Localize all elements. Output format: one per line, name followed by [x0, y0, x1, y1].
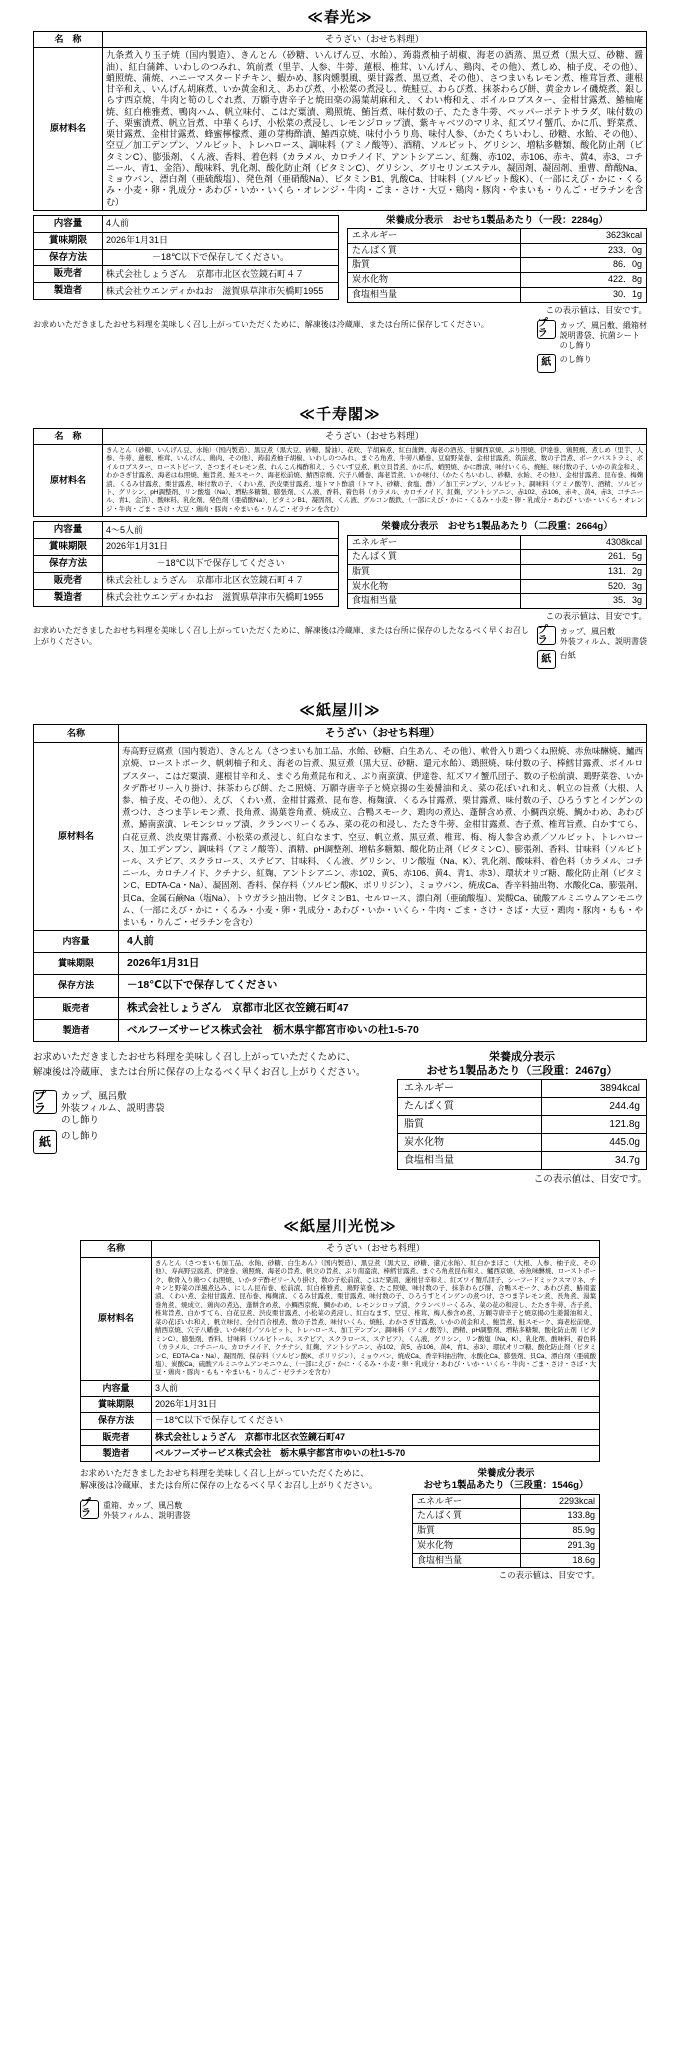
nutrition-note: この表示値は、目安です。 [498, 1570, 600, 1581]
nutrition-value: 121.8g [542, 1116, 647, 1134]
nutrition-key: たんぱく質 [413, 1509, 521, 1524]
mark-label-paper: 台紙 [559, 651, 576, 661]
nutrition-value: 3623kcal [521, 229, 647, 244]
value-volume: 4人前 [103, 215, 339, 232]
nutrition-value: 30．1g [521, 287, 647, 302]
nutrition-table [397, 1079, 647, 1170]
nutrition-key: 炭水化物 [348, 579, 521, 594]
value-expiry: 2026年1月31日 [152, 1397, 600, 1413]
mark-row-plastic [80, 1500, 402, 1521]
table-row-name [34, 725, 647, 743]
table-row [348, 243, 647, 258]
nutrition-value: 291.3g [521, 1538, 600, 1553]
table-row-volume [81, 1380, 600, 1396]
nutrition-value: 445.0g [542, 1134, 647, 1152]
nutrition-key: たんぱく質 [398, 1098, 542, 1116]
value-ingredients: きんとん（砂糖、いんげん豆、水飴）（国内製造）、黒豆煮（黒大豆、砂糖、醤油）、花咲、芋胡麻煮、紅白蒲鉾、海老の酒蒸、甘鯛西京焼、ぶり照焼、伊達巻、鶏照焼、煮しめ（里芋、人参、牛蒡、蓮根、椎茸、いんげん、鶏肉、その他）、蒟蒻煮柚子胡椒、いわしのつみれ、まぐろ角煮、牛蒡八幡巻、豆腐野菜巻、金柑甘露煮、筑前煮、数の子旨煮、ポークパストラミ、ボイルロブスター、ローストビーフ、さつまイモレモン煮、れんこん梅酢和え、うぐいす豆煮、帆立貝旨煮、かに爪、蛸照焼、かに酢漬、味付いくら、焼鮭、味付数の子、いかの黄金和え、わかさぎ甘露煮、海老はね照焼、鮑旨煮、鮭スモーク、海老松前焼、鯖西京焼、穴子八幡巻、海老旨煮、いか味付、（かたくちいわし、砂糖、水飴、その他）、金柑甘露煮、昆布巻、梅麹漬、くるみ甘露煮、栗甘露煮、味付数の子、くわい煮、渋皮栗甘露煮、塩トマト酢漬（トマト、砂糖、食塩、酢）／加工デンプン、ソルビット、調味料（アミノ酸等）、酒精、ソルビット、グリシン、pH調整剤、リン酸塩（Na）、増粘多糖類、膨張剤、くん液、香料、着色料（カラメル、カロチノイド、紅麹、アントシアニン、赤102、赤106、赤キ、黄4、赤3、コチニール、青1、金箔）、酸味料、乳化剤、発色剤（亜硝酸Na）、ビタミンB1、凝固剤、くん液、グルコン酸鉄、（一部にえび・かに・くるみ・小麦・卵・乳成分・あわび・いか・いくら・オレンジ・牛肉・ごま・さけ・大豆・鶏肉・豚肉・やまいも・りんご・ゼラチンを含む） [103, 444, 647, 517]
table-row-name [34, 428, 647, 444]
label-volume: 内容量 [81, 1380, 152, 1396]
value-volume: 3人前 [152, 1380, 600, 1396]
table-row-expiry [34, 953, 647, 975]
table-row-ingredients [81, 1257, 600, 1380]
label-maker: 製造者 [34, 1019, 119, 1041]
nutrition-key: 脂質 [398, 1116, 542, 1134]
section-title-kamiyagawa: ≪紙屋川≫ [299, 702, 381, 720]
nutrition-key: たんぱく質 [348, 550, 521, 565]
table-row-volume [34, 522, 339, 539]
label-ingredients: 原材料名 [34, 743, 119, 931]
table-row-storage [34, 249, 339, 266]
label-ingredients: 原材料名 [81, 1257, 152, 1380]
recycle-marks [33, 1090, 383, 1154]
mark-row-plastic [33, 1090, 383, 1127]
table-row-maker [34, 589, 339, 606]
nutrition-value: 86．0g [521, 258, 647, 273]
plastic-recycle-icon: プラ [33, 1090, 57, 1114]
label-volume: 内容量 [34, 931, 119, 953]
nutrition-box-shunko [347, 215, 647, 316]
spec-table-kamiyagawa [33, 724, 647, 1042]
mark-row-plastic [537, 626, 647, 647]
nutrition-value: 422．8g [521, 273, 647, 288]
recycle-marks [537, 626, 647, 669]
paper-recycle-icon: 紙 [33, 1130, 57, 1154]
table-row-expiry [81, 1397, 600, 1413]
spec-table-kamiyagawa-koetsu [80, 1240, 600, 1462]
spacer [0, 1195, 680, 1209]
storage-note: お求めいただきましたおせち料理を美味しく召し上がっていただくために、解凍後は冷蔵庫、または台所に保存してください。 [33, 319, 489, 329]
table-row [348, 273, 647, 288]
section-title-kamiyagawa-koetsu: ≪紙屋川光悦≫ [283, 1218, 397, 1236]
table-row-maker [34, 283, 339, 300]
section-kamiyagawa-koetsu [80, 1209, 600, 1581]
table-row [398, 1098, 647, 1116]
label-storage: 保存方法 [34, 556, 103, 573]
nutrition-value: 261．5g [521, 550, 647, 565]
nutrition-key: 炭水化物 [413, 1538, 521, 1553]
value-ingredients: きんとん（さつまいも加工品、水飴、砂糖、白生あん）（国内製造）、黒豆煮（黒大豆、砂糖、還元水飴）、紅白かまぼこ（大根、人参、柚子皮、その他）、寿高野豆腐煮、伊達巻、鶏照焼、海老の旨煮、帆立の旨煮、ぶり南蛮漬、棒鱈甘露煮、まぐろ角煮昆布和え、鱸西京焼、赤魚味醂焼、ローストポーク、軟骨入り鶏つくね照焼、いかタデ酢ゼリー入り掛け、数の子松前漬、こはだ粟漬、蓮根甘辛和え、紅ズワイ蟹爪団子、シーフードミックスマリネ、チキンと野菜の洋風煮込み、にしん昆布巻、松前漬、紅白椎雅煮、鶏野菜巻、たこ照焼、味付数の子、抹茶わらび餅、合鴨スモーク、あわび煮、鰆南蛮漬、くわい煮、金柑甘露煮、昆布巻、梅麹漬、くるみ甘露煮、栗甘露煮、味付数の子、ひろうすとインゲンの煮つけ、さつま芋レモン煮、長角煮、湯葉巻角煮、焼成立、鶏肉の煮込、蓬餅含め煮、小鯛西京焼、鯛かわめ、レモンシロップ漬、クランベリーくるみ、菜の花の和浸し、たたき牛蒡、杏子煮、椎茸旨煮、白かすてら、白花豆煮、渋皮栗甘露煮、小松菜の煮浸し、紅白なます、空豆、椎茸、梅人参含め煮、万願寺唐辛子と焼京揚の生姜醤油和え、菜の花ぼいれ和え、帆立味付、全付百合根煮、数の子旨煮、味付いくら、焼鮭、わかさぎ甘露煮、いかの黄金和え、鮑旨煮、鮭スモーク、海老松前焼、鯖西京焼、穴子八幡巻、いか味付／ソルビット、トレハロース、加工デンプン、調味料（アミノ酸等）、酒精、pH調整剤、増粘多糖類、酸化防止剤（ビタミンC）、膨張剤、香料、甘味料（ソルビトール、ステビア、スクラロース、ステビア）、くん液、グリシン、リン酸塩（Na、K）、乳化剤、酸味料、着色料（カラメル、コチニール、カロチノイド、クチナシ、紅麹、アントシアニン、赤102、黄5、赤106、黄4、青1、赤3）、環状オリゴ糖、酸化防止剤（ビタミンC、EDTA-Ca・Na）、凝固剤、保存料（ソルビン酸K、ポリリジン）、ミョウバン、焼成Ca、香辛料抽出物、水酸化Ca、膨張剤、貝Ca、漂白剤（亜硫酸塩）、炭酸Ca、硫酸アルミニウムアンモニウム、（一部にえび・かに・くるみ・小麦・卵・乳成分・あわび・いか・いくら・牛肉・ごま・さけ・さば・大豆・鶏肉・豚肉・もも・やまいも・りんご・ゼラチンを含む） [152, 1257, 600, 1380]
table-row-storage [34, 975, 647, 997]
value-storage: －18℃以下で保存してください。 [103, 249, 339, 266]
label-maker: 製造者 [34, 283, 103, 300]
table-row-seller [81, 1429, 600, 1445]
label-expiry: 賞味期限 [34, 232, 103, 249]
nutrition-value: 131．2g [521, 565, 647, 580]
nutrition-value: 520．3g [521, 579, 647, 594]
spacer [0, 383, 680, 397]
label-maker: 製造者 [81, 1445, 152, 1461]
label-storage: 保存方法 [34, 249, 103, 266]
notes-senjukaku [33, 626, 647, 669]
table-row-volume [34, 215, 339, 232]
table-row-maker [34, 1019, 647, 1041]
spacer [0, 679, 680, 693]
value-ingredients: 寿高野豆腐煮（国内製造）、きんとん（さつまいも加工品、水飴、砂糖、白生あん、その他）、軟骨入り鶏つくね照焼、赤魚味醂焼、鱸西京焼、ローストポーク、帆刺柚子和え、海老の旨煮、黒豆煮（黒大豆、砂糖、還元水飴）、鶏照焼、味付数の子、棒鱈甘露煮、ボイルロブスター、こはだ粟漬、蓮根甘辛和え、まぐろ角煮昆布和え、ぶり南蛮漬、伊達巻、紅ズワイ蟹爪団子、数の子松前漬、鶏野菜巻、いかタデ酢ゼリー入り掛け、抹茶わらび餅、たこ照焼、万願寺唐辛子と焼京揚の生姜醤油和え、菜の花ぼいれ和え、帆立の旨煮（大根、人参、柚子皮、その他）、えび、くわい煮、金柑甘露煮、昆布巻、梅麹漬、くるみ甘露煮、栗甘露煮、味付数の子、ひろうすとインゲンの煮つけ、さつま芋レモン煮、長角煮、湯葉巻角煮、焼成立、合鴨スモーク、鶏肉の煮込、蓬餅含め煮、小鯛西京焼、鯛かわめ、あわび煮、鰆南蛮漬、レモンシロップ漬、クランベリーくるみ、菜の花の和浸し、たたき牛蒡、金柑甘露煮、杏子煮、椎茸旨煮、白かすてら、白花豆煮、渋皮栗甘露煮、小松菜の煮浸し、紅白なます、空豆、帆立煮、黒豆煮、椎茸、梅、梅人参含め煮／ソルビット、トレハロース、加工デンプン、調味料（アミノ酸等）、酒精、pH調整剤、増粘多糖類、酸化防止剤（ビタミンC）、膨張剤、香料、甘味料（ソルビトール、ステビア、スクラロース、ステビア、甘味料、くん液、グリシン、リン酸塩（Na、K）、乳化剤、酸味料、着色料（カラメル、コチニール、カロチノイド、クチナシ、紅麹、アントシアニン、赤102、黄5、赤106、黄4、青1、赤3）、環状オリゴ糖、酸化防止剤（ビタミンC、EDTA-Ca・Na）、凝固剤、香料、保存料（ソルビン酸K、ポリリジン）、ミョウバン、焼成Ca、香辛料抽出物、水酸化Ca、膨張剤、貝Ca、金属石鹸Na（塩Na）、トウガラシ抽出物、ビタミンB1、セルロース、漂白剤（亜硫酸塩）、炭酸Ca、硫酸アルミニウムアンモニウム、（一部にえび・かに・くるみ・小麦・卵・乳成分・あわび・いか・いくら・牛肉・ごま・さけ・さば・大豆・鶏肉・豚肉・もも・やまいも・りんご・ゼラチンを含む） [119, 743, 647, 931]
label-name: 名 称 [34, 428, 103, 444]
label-maker: 製造者 [34, 589, 103, 606]
storage-note: お求めいただきましたおせち料理を美味しく召し上がっていただくために、 解凍後は冷蔵庫、または台所に保存の上なるべく早くお召し上がりください。 [80, 1468, 378, 1490]
nutrition-value: 18.6g [521, 1553, 600, 1568]
section-senjukaku [0, 397, 680, 670]
spec-nutrition-row-shunko [33, 215, 647, 316]
nutrition-key: 食塩相当量 [348, 594, 521, 609]
nutrition-note: この表示値は、目安です。 [533, 1174, 647, 1186]
paper-recycle-icon: 紙 [537, 354, 556, 373]
notes-shunko [33, 320, 647, 373]
nutrition-key: 食塩相当量 [348, 287, 521, 302]
value-name: そうざい（おせち料理） [103, 428, 647, 444]
label-expiry: 賞味期限 [34, 539, 103, 556]
section-title-senjukaku: ≪千寿閣≫ [299, 405, 381, 423]
nutrition-value: 233．0g [521, 243, 647, 258]
nutrition-key: 食塩相当量 [398, 1152, 542, 1170]
table-row [398, 1116, 647, 1134]
mark-row-paper [537, 650, 647, 669]
table-row [348, 535, 647, 550]
mark-label-paper: のし飾り [61, 1130, 100, 1142]
label-ingredients: 原材料名 [34, 444, 103, 517]
nutrition-table [347, 535, 647, 609]
value-expiry: 2026年1月31日 [103, 232, 339, 249]
table-row-seller [34, 266, 339, 283]
mark-label-plastic: 重箱、カップ、風呂敷 外装フィルム、説明書袋 [103, 1500, 191, 1520]
nutrition-table [412, 1494, 600, 1568]
nutrition-key: エネルギー [398, 1080, 542, 1098]
nutrition-key: たんぱく質 [348, 243, 521, 258]
mark-label-plastic: カップ、風呂敷 外装フィルム、説明書袋 [559, 627, 647, 647]
mark-row-paper [537, 354, 647, 373]
value-ingredients: 九条煮入り玉子焼（国内製造）、きんとん（砂糖、いんげん豆、水飴）、蒟蒻煮柚子胡椒、海老の酒蒸、黒豆煮（黒大豆、砂糖、醤油）、紅白蒲鉾、いわしのつみれ、筑前煮（里芋、人参、牛蒡、蓮根、椎茸、いんげん、鶏肉、その他）、煮しめ、柚子皮、その他）、蛸照焼、蒲焼、ハニーマスタードチキン、蝦かめ、豚肉燻製風、栗甘露煮、黒豆煮、その他）、さつまいもレモン煮、椎茸旨煮、蓮根甘辛和え、いんげん胡麻煮、いか黄金和え、あわび煮、小松菜の煮浸し、焼鮭豆、わらび煮、抹茶わらび餅、黄金カレイ磯焼煮、銀しらす西京焼、牛肉と筍のしぐれ煮、万願寺唐辛子と焼田楽の湯葉胡麻和え、くわい梅和え、ボイルロブスター、金柑甘露煮、鰆柚庵焼、紅白椎雅煮、鴨肉ハム、帆立味付、こはだ粟漬、鶏照焼、鮪旨煮、味付数の子、たたき牛蒡、ペッパーポテトサラダ、味付数の子、栗蜜漬煮、帆立旨煮、中華くらげ、小松菜の煮浸し、レモンジロップ漬、紫キャベツのマリネ、紅ズワイ蟹爪、かに爪、野菜煮、栗甘露煮、金柑甘露煮、蜂蜜檸檬煮、蓮の芽梅酢漬、鰆西京焼、味付小うり鳥、味付人参、（かたくちいわし、砂糖、水飴、その他）、空豆／加工デンプン、ソルビット、トレハロース、調味料（アミノ酸等）、酒精、ソルビット、グリシン、増粘多糖類、酸化防止剤（ビタミンC）、膨張剤、くん液、香料、着色料（カラメル、カロチノイド、アントシアニン、紅麹、赤102、赤106、赤キ、黄4、赤3、コチニール、青1、金箔）、酸味料、乳化剤、酸化防止剤（ビタミンC）、グリシン、グリセリンエステル、凝固剤、凝固剤、重曹、酢酸Na、ミョウバン、漂白剤（亜硫酸塩）、発色剤（亜硝酸Na）、ビタミンB1、乳酸Ca、甘味料（ソルビット酸K）、（一部にえび・かに・くるみ・小麦・卵・乳成分・あわび・いか・いくら・オレンジ・牛肉・ごま・さけ・大豆・鶏肉・豚肉・やまいも・りんご・ゼラチンを含む） [103, 48, 647, 211]
table-row-seller [34, 997, 647, 1019]
label-expiry: 賞味期限 [81, 1397, 152, 1413]
storage-note: お求めいただきましたおせち料理を美味しく召し上がっていただくために、 解凍後は冷蔵庫、または台所に保存の上なるべく早くお召し上がりください。 [33, 1051, 366, 1079]
table-row [348, 229, 647, 244]
table-row [398, 1152, 647, 1170]
label-volume: 内容量 [34, 215, 103, 232]
label-seller: 販売者 [34, 266, 103, 283]
nutrition-heading: 栄養成分表示 おせち1製品あたり（一段：2284g） [386, 214, 608, 226]
table-row [413, 1524, 600, 1539]
nutrition-key: 食塩相当量 [413, 1553, 521, 1568]
value-storage: －18℃以下で保存してください [152, 1413, 600, 1429]
label-seller: 販売者 [34, 997, 119, 1019]
label-ingredients: 原材料名 [34, 48, 103, 211]
table-row-storage [34, 556, 339, 573]
bottom-row-kamiyagawa [33, 1050, 647, 1186]
value-maker: 株式会社ウエンディかねお 滋賀県草津市矢橋町1955 [103, 589, 339, 606]
nutrition-value: 4308kcal [521, 535, 647, 550]
nutrition-key: 脂質 [348, 258, 521, 273]
table-row-expiry [34, 232, 339, 249]
value-seller: 株式会社しょうざん 京都市北区衣笠鏡石町47 [152, 1429, 600, 1445]
nutrition-key: エネルギー [348, 535, 521, 550]
storage-note: お求めいただきましたおせち料理を美味しく召し上がっていただくために、解凍後は冷蔵庫、または台所に保存のしたなるべく早くお召し上がりください。 [33, 626, 529, 646]
nutrition-key: エネルギー [413, 1494, 521, 1509]
mark-label-plastic: カップ、風呂敷 外装フィルム、説明書袋 のし飾り [61, 1091, 165, 1126]
nutrition-key: 炭水化物 [398, 1134, 542, 1152]
label-name: 名 称 [34, 32, 103, 48]
nutrition-value: 85.9g [521, 1524, 600, 1539]
label-storage: 保存方法 [34, 975, 119, 997]
value-storage: －18℃以下で保存してください [103, 556, 339, 573]
value-seller: 株式会社しょうざん 京都市北区衣笠鏡石町４７ [103, 266, 339, 283]
value-name: そうざい（おせち料理） [103, 32, 647, 48]
label-seller: 販売者 [34, 572, 103, 589]
nutrition-note: この表示値は、目安です。 [545, 611, 647, 622]
table-row [348, 550, 647, 565]
paper-recycle-icon: 紙 [537, 650, 556, 669]
label-volume: 内容量 [34, 522, 103, 539]
table-row-ingredients [34, 444, 647, 517]
table-row [348, 287, 647, 302]
spec-table-shunko [33, 31, 647, 211]
nutrition-note: この表示値は、目安です。 [545, 304, 647, 315]
value-maker: ベルフーズサービス株式会社 栃木県宇都宮市ゆいの杜1-5-70 [119, 1019, 647, 1041]
plastic-recycle-icon: プラ [537, 626, 556, 645]
spec-sub-table-senjukaku [33, 521, 339, 606]
value-volume: 4人前 [119, 931, 647, 953]
table-row-name [81, 1241, 600, 1257]
table-row-expiry [34, 539, 339, 556]
value-seller: 株式会社しょうざん 京都市北区衣笠鏡石町４７ [103, 572, 339, 589]
table-row-ingredients [34, 743, 647, 931]
nutrition-heading: 栄養成分表示 おせち1製品あたり（二段重：2664g） [381, 521, 613, 533]
nutrition-heading: 栄養成分表示 おせち1製品あたり（三段重：1546g） [423, 1468, 589, 1492]
nutrition-value: 34.7g [542, 1152, 647, 1170]
section-shunko [0, 0, 680, 373]
value-expiry: 2026年1月31日 [119, 953, 647, 975]
value-name: そうざい（おせち料理） [119, 725, 647, 743]
table-row-volume [34, 931, 647, 953]
nutrition-heading: 栄養成分表示 おせち1製品あたり（三段重：2467g） [426, 1050, 618, 1078]
section-title-shunko: ≪春光≫ [307, 9, 373, 26]
label-expiry: 賞味期限 [34, 953, 119, 975]
table-row-seller [34, 572, 339, 589]
spec-nutrition-row-senjukaku [33, 521, 647, 622]
nutrition-box-senjukaku [347, 521, 647, 622]
recycle-marks [537, 320, 647, 373]
value-name: そうざい（おせち料理） [152, 1241, 600, 1257]
table-row [413, 1494, 600, 1509]
value-maker: ベルフーズサービス株式会社 栃木県宇都宮市ゆいの杜1-5-70 [152, 1445, 600, 1461]
plastic-recycle-icon: プラ [537, 320, 556, 339]
label-seller: 販売者 [81, 1429, 152, 1445]
nutrition-value: 244.4g [542, 1098, 647, 1116]
bottom-row-kamiyagawa-koetsu [80, 1468, 600, 1581]
table-row [413, 1509, 600, 1524]
table-row [398, 1080, 647, 1098]
plastic-recycle-icon: プラ [80, 1500, 99, 1519]
nutrition-key: 脂質 [348, 565, 521, 580]
mark-row-paper [33, 1130, 383, 1154]
label-storage: 保存方法 [81, 1413, 152, 1429]
label-name: 名称 [34, 725, 119, 743]
nutrition-value: 133.8g [521, 1509, 600, 1524]
table-row [348, 594, 647, 609]
value-storage: －18℃以下で保存してください [119, 975, 647, 997]
table-row-ingredients [34, 48, 647, 211]
nutrition-key: 炭水化物 [348, 273, 521, 288]
section-kamiyagawa [0, 693, 680, 1185]
value-maker: 株式会社ウエンディかねお 滋賀県草津市矢橋町1955 [103, 283, 339, 300]
mark-row-plastic [537, 320, 647, 351]
value-volume: 4～5人前 [103, 522, 339, 539]
nutrition-value: 2293kcal [521, 1494, 600, 1509]
table-row-maker [81, 1445, 600, 1461]
table-row [348, 565, 647, 580]
spec-table-senjukaku [33, 428, 647, 518]
table-row-name [34, 32, 647, 48]
table-row [398, 1134, 647, 1152]
mark-label-plastic: カップ、風呂敷、緞箱材 説明書袋、抗菌シート のし飾り [559, 320, 647, 350]
mark-label-paper: のし飾り [559, 354, 592, 364]
table-row [348, 579, 647, 594]
label-name: 名称 [81, 1241, 152, 1257]
nutrition-key: エネルギー [348, 229, 521, 244]
nutrition-value: 3894kcal [542, 1080, 647, 1098]
recycle-marks [80, 1500, 402, 1521]
nutrition-value: 35．3g [521, 594, 647, 609]
table-row [413, 1553, 600, 1568]
table-row-storage [81, 1413, 600, 1429]
nutrition-table [347, 228, 647, 302]
table-row [348, 258, 647, 273]
nutrition-key: 脂質 [413, 1524, 521, 1539]
value-expiry: 2026年1月31日 [103, 539, 339, 556]
spec-sub-table-shunko [33, 215, 339, 300]
value-seller: 株式会社しょうざん 京都市北区衣笠鏡石町47 [119, 997, 647, 1019]
table-row [413, 1538, 600, 1553]
